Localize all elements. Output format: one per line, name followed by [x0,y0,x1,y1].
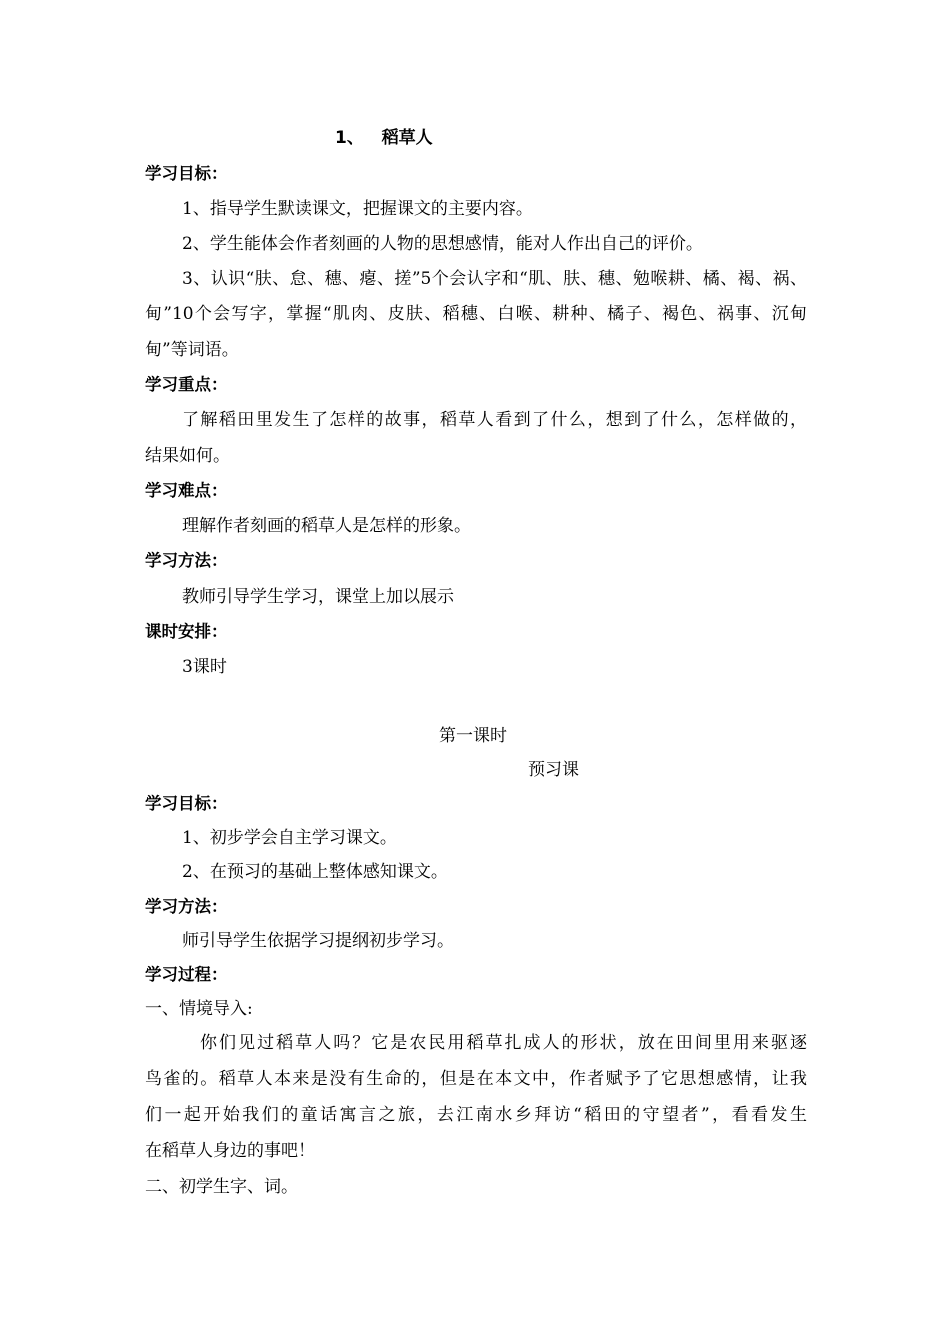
difficulty-text: 理解作者刻画的稻草人是怎样的形象。 [182,516,471,536]
lesson-title [335,127,433,149]
method-heading: 学习方法： [145,551,228,570]
goals-heading: 学习目标： [145,164,228,183]
focus-text-line-1: 了解稻田里发生了怎样的故事，稻草人看到了什么，想到了什么，怎样做的， [182,410,807,430]
step1-text-line-4: 在稻草人身边的事吧！ [145,1141,315,1161]
focus-text-line-2: 结果如何。 [145,446,230,466]
lesson-number: 1、 [335,128,364,148]
lesson1-goal-1: 1、初步学会自主学习课文。 [182,828,397,848]
goal-item-3-line-3: 甸”等词语。 [145,340,239,360]
goal-item-2: 2、学生能体会作者刻画的人物的思想感情，能对人作出自己的评价。 [182,234,703,254]
goal-item-1: 1、指导学生默读课文，把握课文的主要内容。 [182,199,533,219]
step1-title: 一、情境导入: [145,999,253,1019]
step1-text-line-3: 们一起开始我们的童话寓言之旅，去江南水乡拜访“稻田的守望者”，看看发生 [145,1105,807,1125]
lesson1-method-heading: 学习方法： [145,897,228,916]
lesson-name: 稻草人 [381,128,433,148]
goal-item-3-line-2: 甸”10个会写字，掌握“肌肉、皮肤、稻穗、白喉、耕种、橘子、褐色、祸事、沉甸 [145,304,807,324]
schedule-text: 3课时 [182,657,227,677]
difficulty-heading: 学习难点： [145,481,228,500]
lesson1-process-heading: 学习过程： [145,965,228,984]
focus-heading: 学习重点： [145,375,228,394]
lesson1-title: 第一课时 [439,726,507,746]
lesson1-goal-2: 2、在预习的基础上整体感知课文。 [182,862,448,882]
lesson1-method-text: 师引导学生依据学习提纲初步学习。 [182,931,454,951]
goal-item-3-line-1: 3、认识“肤、怠、穗、瘪、搓”5个会认字和“肌、肤、穗、勉喉耕、橘、褐、祸、 [182,269,807,289]
step1-text-line-2: 鸟雀的。稻草人本来是没有生命的，但是在本文中，作者赋予了它思想感情，让我 [145,1069,807,1089]
step2-title: 二、初学生字、词。 [145,1177,298,1197]
lesson1-subtitle: 预习课 [528,760,579,780]
schedule-heading: 课时安排： [145,622,228,641]
step1-text-line-1: 你们见过稻草人吗？它是农民用稻草扎成人的形状，放在田间里用来驱逐 [200,1033,807,1053]
lesson1-goals-heading: 学习目标： [145,794,228,813]
method-text: 教师引导学生学习，课堂上加以展示 [182,587,454,607]
